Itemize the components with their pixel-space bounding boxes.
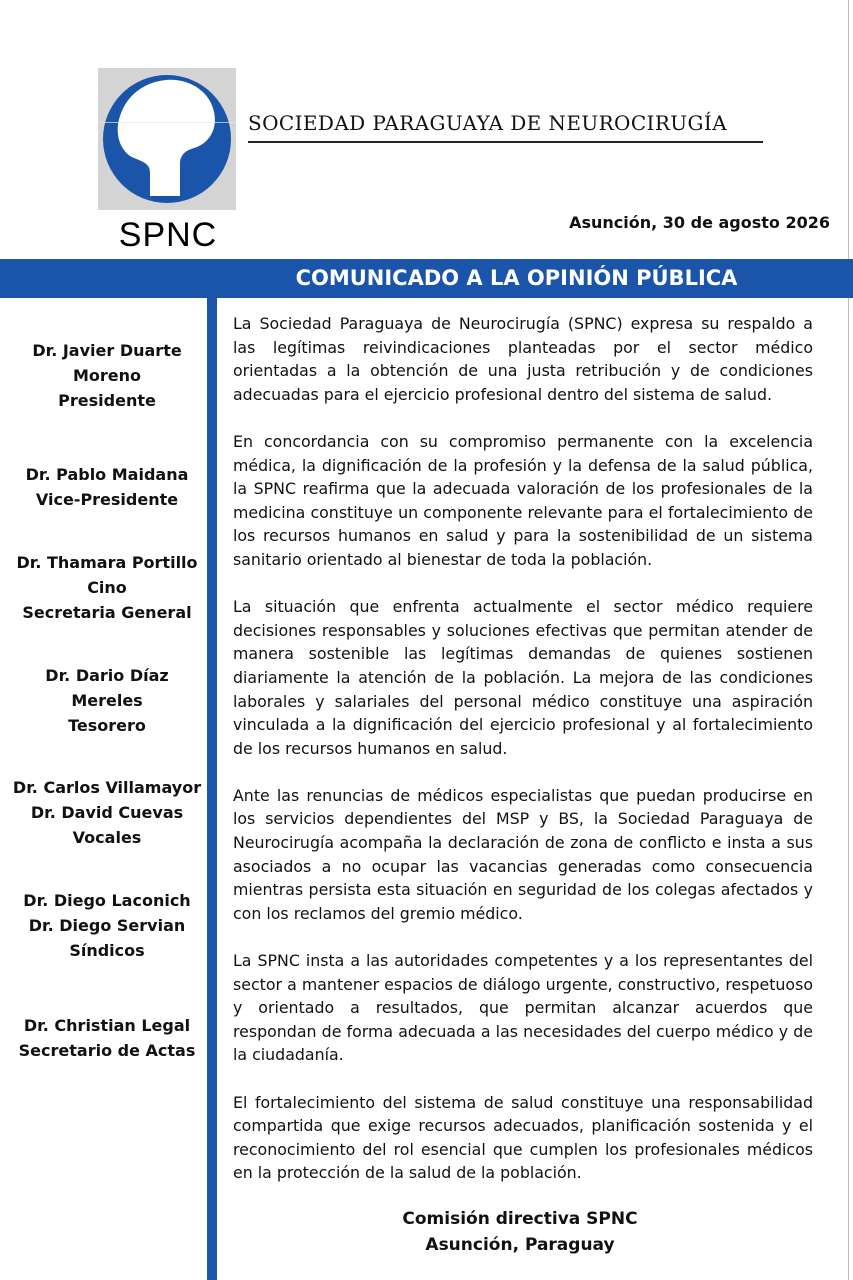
member-name-line: Dr. Diego Laconich: [23, 891, 191, 910]
signature-block: [233, 1206, 807, 1258]
body-paragraph: Ante las renuncias de médicos especialistas que puedan producirse en los servicios dependientes del MSP y BS, la Sociedad Paraguaya de Neurocirugía acompaña la declaración de zona de conflicto e insta a sus asociados a no ocupar las vacancias generadas como consecuencia mientras persista esta situación en seguridad de los colegas afectados y con los reclamos del gremio médico.: [233, 785, 813, 923]
communique-body: [233, 312, 813, 1209]
communique-banner: [0, 259, 853, 298]
page-edge-rule: [848, 0, 849, 1280]
member-role: Secretario de Actas: [18, 1041, 196, 1060]
signature-committee: Comisión directiva SPNC: [402, 1209, 638, 1229]
member-name-line: Dr. David Cuevas: [30, 803, 184, 822]
document-date: Asunción, 30 de agosto 2026: [569, 213, 830, 232]
society-name-underline: [248, 141, 763, 143]
body-paragraph: En concordancia con su compromiso permanente con la excelencia médica, la dignificación de la profesión y la defensa de la salud pública, la SPNC reafirma que la adecuada valoración de los profesionales de la medicina constituye un componente relevante para el fortalecimiento de los recursos humanos en salud y para la sostenibilidad de un sistema sanitario orientado al bienestar de toda la población.: [233, 431, 813, 569]
member-role: Síndicos: [69, 941, 145, 960]
member-name-line: Dr. Thamara Portillo: [16, 553, 198, 572]
society-acronym: SPNC: [118, 216, 218, 254]
body-paragraph: La Sociedad Paraguaya de Neurocirugía (SPNC) expresa su respaldo a las legítimas reivindicaciones planteadas por el sector médico orientadas a la obtención de una justa retribución y de condiciones adecuadas para el ejercicio profesional dentro del sistema de salud.: [233, 314, 813, 404]
body-paragraph: La SPNC insta a las autoridades competentes y a los representantes del sector a mantener espacios de diálogo urgente, constructivo, respetuoso y orientado a resultados, que permitan alcanzar acuerdos que respondan de forma adecuada a las necesidades del cuerpo médico y de la ciudadanía.: [233, 951, 813, 1065]
member-role: Vice-Presidente: [35, 490, 179, 509]
board-member-secretary-of-minutes: [0, 1013, 214, 1063]
member-name-line: Dr. Christian Legal: [23, 1016, 191, 1035]
spnc-logo: [98, 68, 236, 210]
society-name: SOCIEDAD PARAGUAYA DE NEUROCIRUGÍA: [248, 111, 728, 135]
member-name-line: Dr. Carlos Villamayor: [12, 778, 202, 797]
member-name-line: Moreno: [72, 366, 142, 385]
board-member-treasurer: [0, 663, 214, 738]
board-member-secretary-general: [0, 550, 214, 625]
member-role: Presidente: [58, 391, 156, 410]
signature-location: Asunción, Paraguay: [425, 1235, 615, 1255]
brain-logo-icon: [98, 68, 236, 210]
member-role: Tesorero: [68, 716, 146, 735]
board-member-vice-president: [0, 462, 214, 512]
member-name-line: Dr. Diego Servian: [28, 916, 186, 935]
member-name-line: Dr. Pablo Maidana: [25, 465, 189, 484]
board-member-sindicos: [0, 888, 214, 963]
member-role: Secretaria General: [22, 603, 192, 622]
member-name-line: Dr. Dario Díaz: [45, 666, 169, 685]
member-name-line: Cino: [87, 578, 127, 597]
member-name-line: Dr. Javier Duarte: [32, 341, 182, 360]
member-name-line: Mereles: [71, 691, 143, 710]
body-paragraph: La situación que enfrenta actualmente el sector médico requiere decisiones responsables y soluciones efectivas que permitan atender de manera sostenible las legítimas demandas de quienes sostienen diariamente la atención de la población. La mejora de las condiciones laborales y salariales del personal médico constituye una aspiración vinculada a la dignificación del ejercicio profesional y al fortalecimiento de los recursos humanos en salud.: [233, 597, 813, 758]
body-paragraph: El fortalecimiento del sistema de salud constituye una responsabilidad compartida que exige recursos adecuados, planificación sostenida y el reconocimiento del rol esencial que cumplen los profesionales médicos en la protección de la salud de la población.: [233, 1092, 813, 1183]
member-role: Vocales: [72, 828, 142, 847]
board-member-president: [0, 338, 214, 413]
communique-title: COMUNICADO A LA OPINIÓN PÚBLICA: [295, 266, 738, 290]
board-member-vocales: [0, 775, 214, 850]
